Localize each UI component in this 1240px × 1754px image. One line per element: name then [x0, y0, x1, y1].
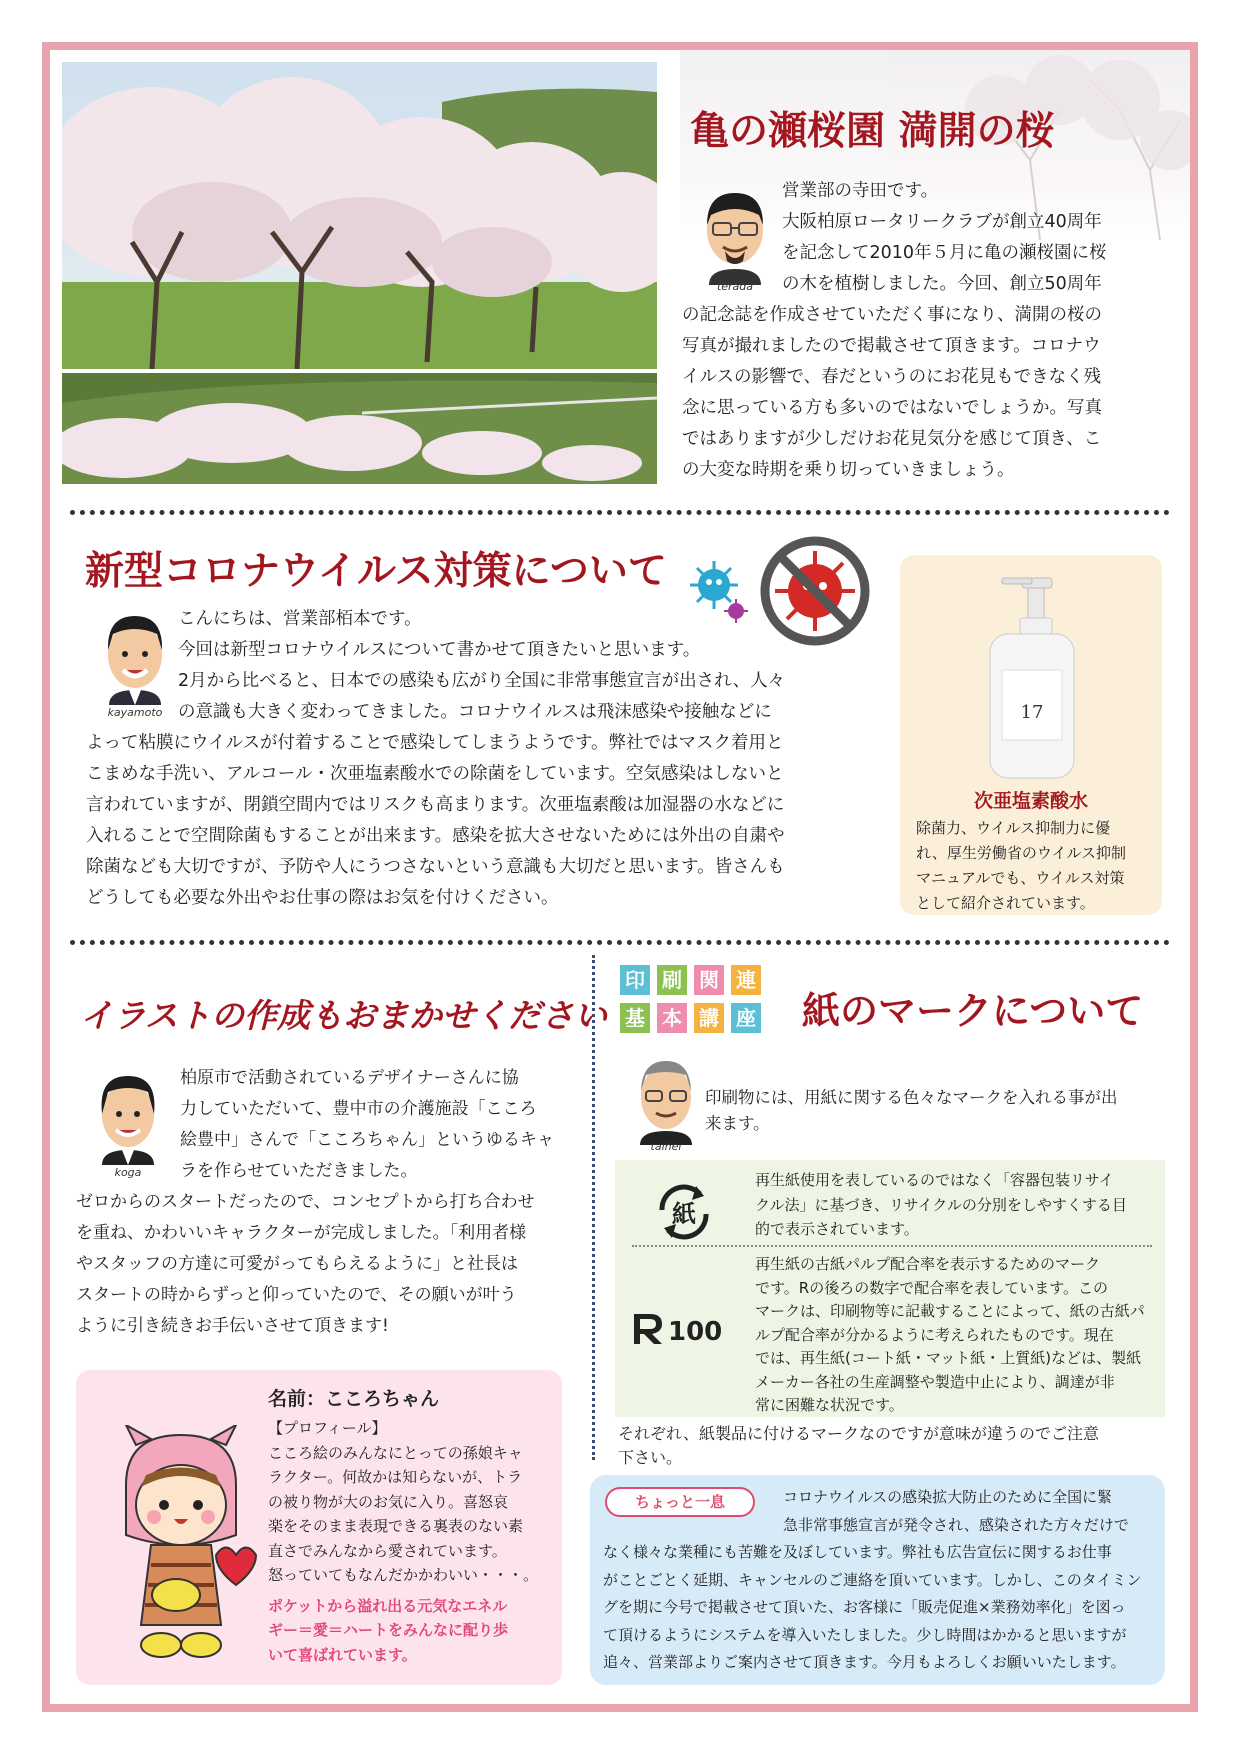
sakura-photo-main	[62, 62, 657, 369]
badge-char: 刷	[657, 965, 687, 995]
illust-line: 絵豊中」さんで「こころちゃん」というゆるキャ	[180, 1130, 554, 1150]
corona-line: よって粘膜にウイルスが付着することで感染してしまうようです。弊社ではマスク着用と	[86, 733, 784, 753]
note-line: がことごとく延期、キャンセルのご連絡を頂いています。しかし、このタイミン	[603, 1570, 1142, 1589]
note-label: ちょっと一息	[605, 1487, 755, 1517]
mark1-line: 再生紙使用を表しているのではなく「容器包装リサイ	[755, 1171, 1114, 1189]
mark2-line: マークは、印刷物等に記載することによって、紙の古紙パ	[755, 1302, 1145, 1320]
sakura-line: の記念誌を作成させていただく事になり、満開の桜の	[682, 305, 1102, 325]
badge-char: 関	[694, 965, 724, 995]
mark1-symbol: 紙	[672, 1200, 696, 1228]
paper-recycle-mark	[652, 1180, 716, 1248]
product-text	[916, 816, 1156, 916]
section-divider	[70, 510, 1170, 515]
product-title: 次亜塩素酸水	[973, 790, 1088, 812]
corona-line: こんにちは、営業部栢本です。	[178, 609, 422, 629]
illust-line: 柏原市で活動されているデザイナーさんに協	[180, 1068, 519, 1088]
paper-outro-line: それぞれ、紙製品に付けるマークなのですが意味が違うのでご注意	[618, 1424, 1099, 1443]
corona-line: 除菌なども大切ですが、予防や人にうつさないという意識も大切だと思います。皆さんも	[86, 857, 785, 877]
product-line: 除菌力、ウイルス抑制力に優	[916, 819, 1111, 837]
badge-char: 座	[731, 1003, 761, 1033]
paper-outro	[618, 1422, 1173, 1470]
profile-line: の被り物が大のお気に入り。喜怒哀	[268, 1492, 509, 1511]
kayamoto-name: kayamoto	[107, 706, 163, 719]
note-text	[603, 1484, 1158, 1677]
section-divider	[70, 940, 1170, 945]
paper-intro	[705, 1085, 1175, 1137]
corona-line: 今回は新型コロナウイルスについて書かせて頂きたいと思います。	[178, 640, 701, 660]
illust-line: 力していただいて、豊中市の介護施設「こころ	[180, 1099, 537, 1119]
profile-pink-line: いて喜ばれています。	[268, 1645, 417, 1664]
badge-char: 基	[620, 1003, 650, 1033]
profile-name: 名前：こころちゃん	[268, 1388, 440, 1410]
mark2-text	[755, 1253, 1160, 1418]
illust-line: ラを作らせていただきました。	[180, 1161, 418, 1181]
sakura-line: 念に思っている方も多いのではないでしょうか。写真	[682, 398, 1102, 418]
kokoro-chan-character	[96, 1425, 266, 1669]
product-line: マニュアルでも、ウイルス対策	[916, 869, 1125, 887]
corona-line: 言われていますが、閉鎖空間内ではリスクも高まります。次亜塩素酸は加湿器の水などに	[86, 795, 785, 815]
corona-line: の意識も大きく変わってきました。コロナウイルスは飛沫感染や接触などに	[178, 702, 772, 722]
paper-title: 紙のマークについて	[802, 988, 1144, 1033]
mark2-line: ルプ配合率が分かるように考えられたものです。現在	[755, 1325, 1114, 1344]
profile-line: 直さでみんなから愛されています。	[268, 1541, 507, 1560]
terada-name: terada	[716, 280, 754, 293]
sakura-text	[682, 176, 1182, 486]
note-line: グを期に今号で掲載させて頂いた、お客様に「販売促進×業務効率化」を図っ	[603, 1598, 1126, 1616]
corona-line: どうしても必要な外出やお仕事の際はお気を付けください。	[86, 888, 559, 908]
mark1-line: クル法」に基づき、リサイクルの分別をしやすくする目	[755, 1195, 1127, 1214]
illust-title: イラストの作成もおまかせください	[80, 996, 608, 1035]
sakura-photo-sub	[62, 373, 657, 484]
badge-char: 講	[694, 1003, 724, 1033]
illust-line: ゼロからのスタートだったので、コンセプトから打ち合わせ	[76, 1192, 535, 1212]
paper-outro-line: 下さい。	[618, 1448, 683, 1467]
illust-line: ように引き続きお手伝いさせて頂きます!	[76, 1316, 389, 1336]
mark2-line: では、再生紙(コート紙・マット紙・上質紙)などは、製紙	[755, 1349, 1142, 1367]
paper-intro-line: 来ます。	[705, 1114, 770, 1133]
paper-intro-line: 印刷物には、用紙に関する色々なマークを入れる事が出	[705, 1088, 1118, 1107]
profile-text	[268, 1416, 558, 1667]
illust-line: を重ね、かわいいキャラクターが完成しました。「利用者様	[76, 1223, 527, 1243]
koga-name: koga	[114, 1166, 142, 1179]
illust-text	[76, 1063, 576, 1342]
r100-mark	[628, 1310, 738, 1354]
note-line: 追々、営業部よりご案内させて頂きます。今月もよろしくお願いいたします。	[603, 1653, 1126, 1671]
profile-line: こころ絵のみんなにとっての孫娘キャ	[268, 1443, 523, 1462]
corona-text	[86, 604, 886, 914]
corona-title: 新型コロナウイルス対策について	[85, 548, 667, 594]
profile-heading: 【プロフィール】	[268, 1419, 387, 1437]
note-line: て頂けるようにシステムを導入いたしました。少し時間はかかると思いますが	[603, 1625, 1127, 1644]
illust-line: スタートの時からずっと仰っていたので、その願いが叶う	[76, 1285, 517, 1305]
profile-pink-line: ポケットから溢れ出る元気なエネル	[268, 1596, 508, 1615]
illust-line: やスタッフの方達に可愛がってもらえるように」と社長は	[76, 1254, 518, 1274]
mark2-line: です。Rの後ろの数字で配合率を表しています。この	[755, 1278, 1109, 1297]
corona-line: 入れることで空間除菌もすることが出来ます。感染を拡大させないためには外出の自粛や	[86, 826, 785, 846]
taihei-name: taihei	[650, 1140, 682, 1153]
product-line: として紹介されています。	[916, 894, 1095, 912]
mark2-symbol: 100	[668, 1317, 723, 1347]
spray-bottle	[982, 570, 1082, 784]
badge-printing-basics	[620, 965, 780, 1045]
marks-divider	[632, 1245, 1152, 1247]
note-line: なく様々な業種にも苦難を及ぼしています。弊社も広告宣伝に関するお仕事	[603, 1543, 1112, 1561]
sakura-line: 営業部の寺田です。	[782, 181, 939, 201]
badge-char: 本	[657, 1003, 687, 1033]
sakura-line: を記念して2010年５月に亀の瀬桜園に桜	[782, 243, 1107, 263]
bottle-label: 17	[1020, 702, 1044, 723]
mark2-line: 常に困難な状況です。	[755, 1396, 904, 1414]
sakura-line: 写真が撮れましたので掲載させて頂きます。コロナウ	[682, 336, 1101, 356]
note-line: 急非常事態宣言が発令され、感染された方々だけで	[783, 1515, 1129, 1534]
sakura-line: ではありますが少しだけお花見気分を感じて頂き、こ	[682, 429, 1102, 449]
sakura-line: の木を植樹しました。今回、創立50周年	[782, 274, 1102, 294]
badge-char: 連	[731, 965, 761, 995]
profile-line: ラクター。何故かは知らないが、トラ	[268, 1468, 523, 1486]
sakura-title: 亀の瀬桜園 満開の桜	[690, 108, 1055, 154]
mark2-line: メーカー各社の生産調整や製造中止により、調達が非	[755, 1372, 1115, 1391]
mark1-text	[755, 1168, 1160, 1242]
taihei-avatar	[628, 1053, 704, 1149]
product-line: れ、厚生労働省のウイルス抑制	[916, 844, 1127, 862]
corona-line: 2月から比べると、日本での感染も広がり全国に非常事態宣言が出され、人々	[178, 671, 786, 691]
profile-line: 怒っていてもなんだかかわいい・・・。	[268, 1566, 539, 1584]
sakura-line: の大変な時期を乗り切っていきましょう。	[682, 460, 1015, 480]
mark2-line: 再生紙の古紙パルプ配合率を表示するためのマーク	[755, 1255, 1101, 1273]
mark1-line: 的で表示されています。	[755, 1220, 919, 1238]
note-line: コロナウイルスの感染拡大防止のために全国に緊	[783, 1488, 1113, 1506]
profile-line: 楽をそのまま表現できる裏表のない素	[268, 1517, 524, 1535]
sakura-line: 大阪柏原ロータリークラブが創立40周年	[782, 212, 1102, 232]
profile-pink-line: ギー＝愛＝ハートをみんなに配り歩	[268, 1621, 509, 1639]
badge-char: 印	[620, 965, 650, 995]
corona-line: こまめな手洗い、アルコール・次亜塩素酸水での除菌をしています。空気感染はしないと	[86, 764, 784, 784]
sakura-line: イルスの影響で、春だというのにお花見もできなく残	[682, 367, 1102, 387]
